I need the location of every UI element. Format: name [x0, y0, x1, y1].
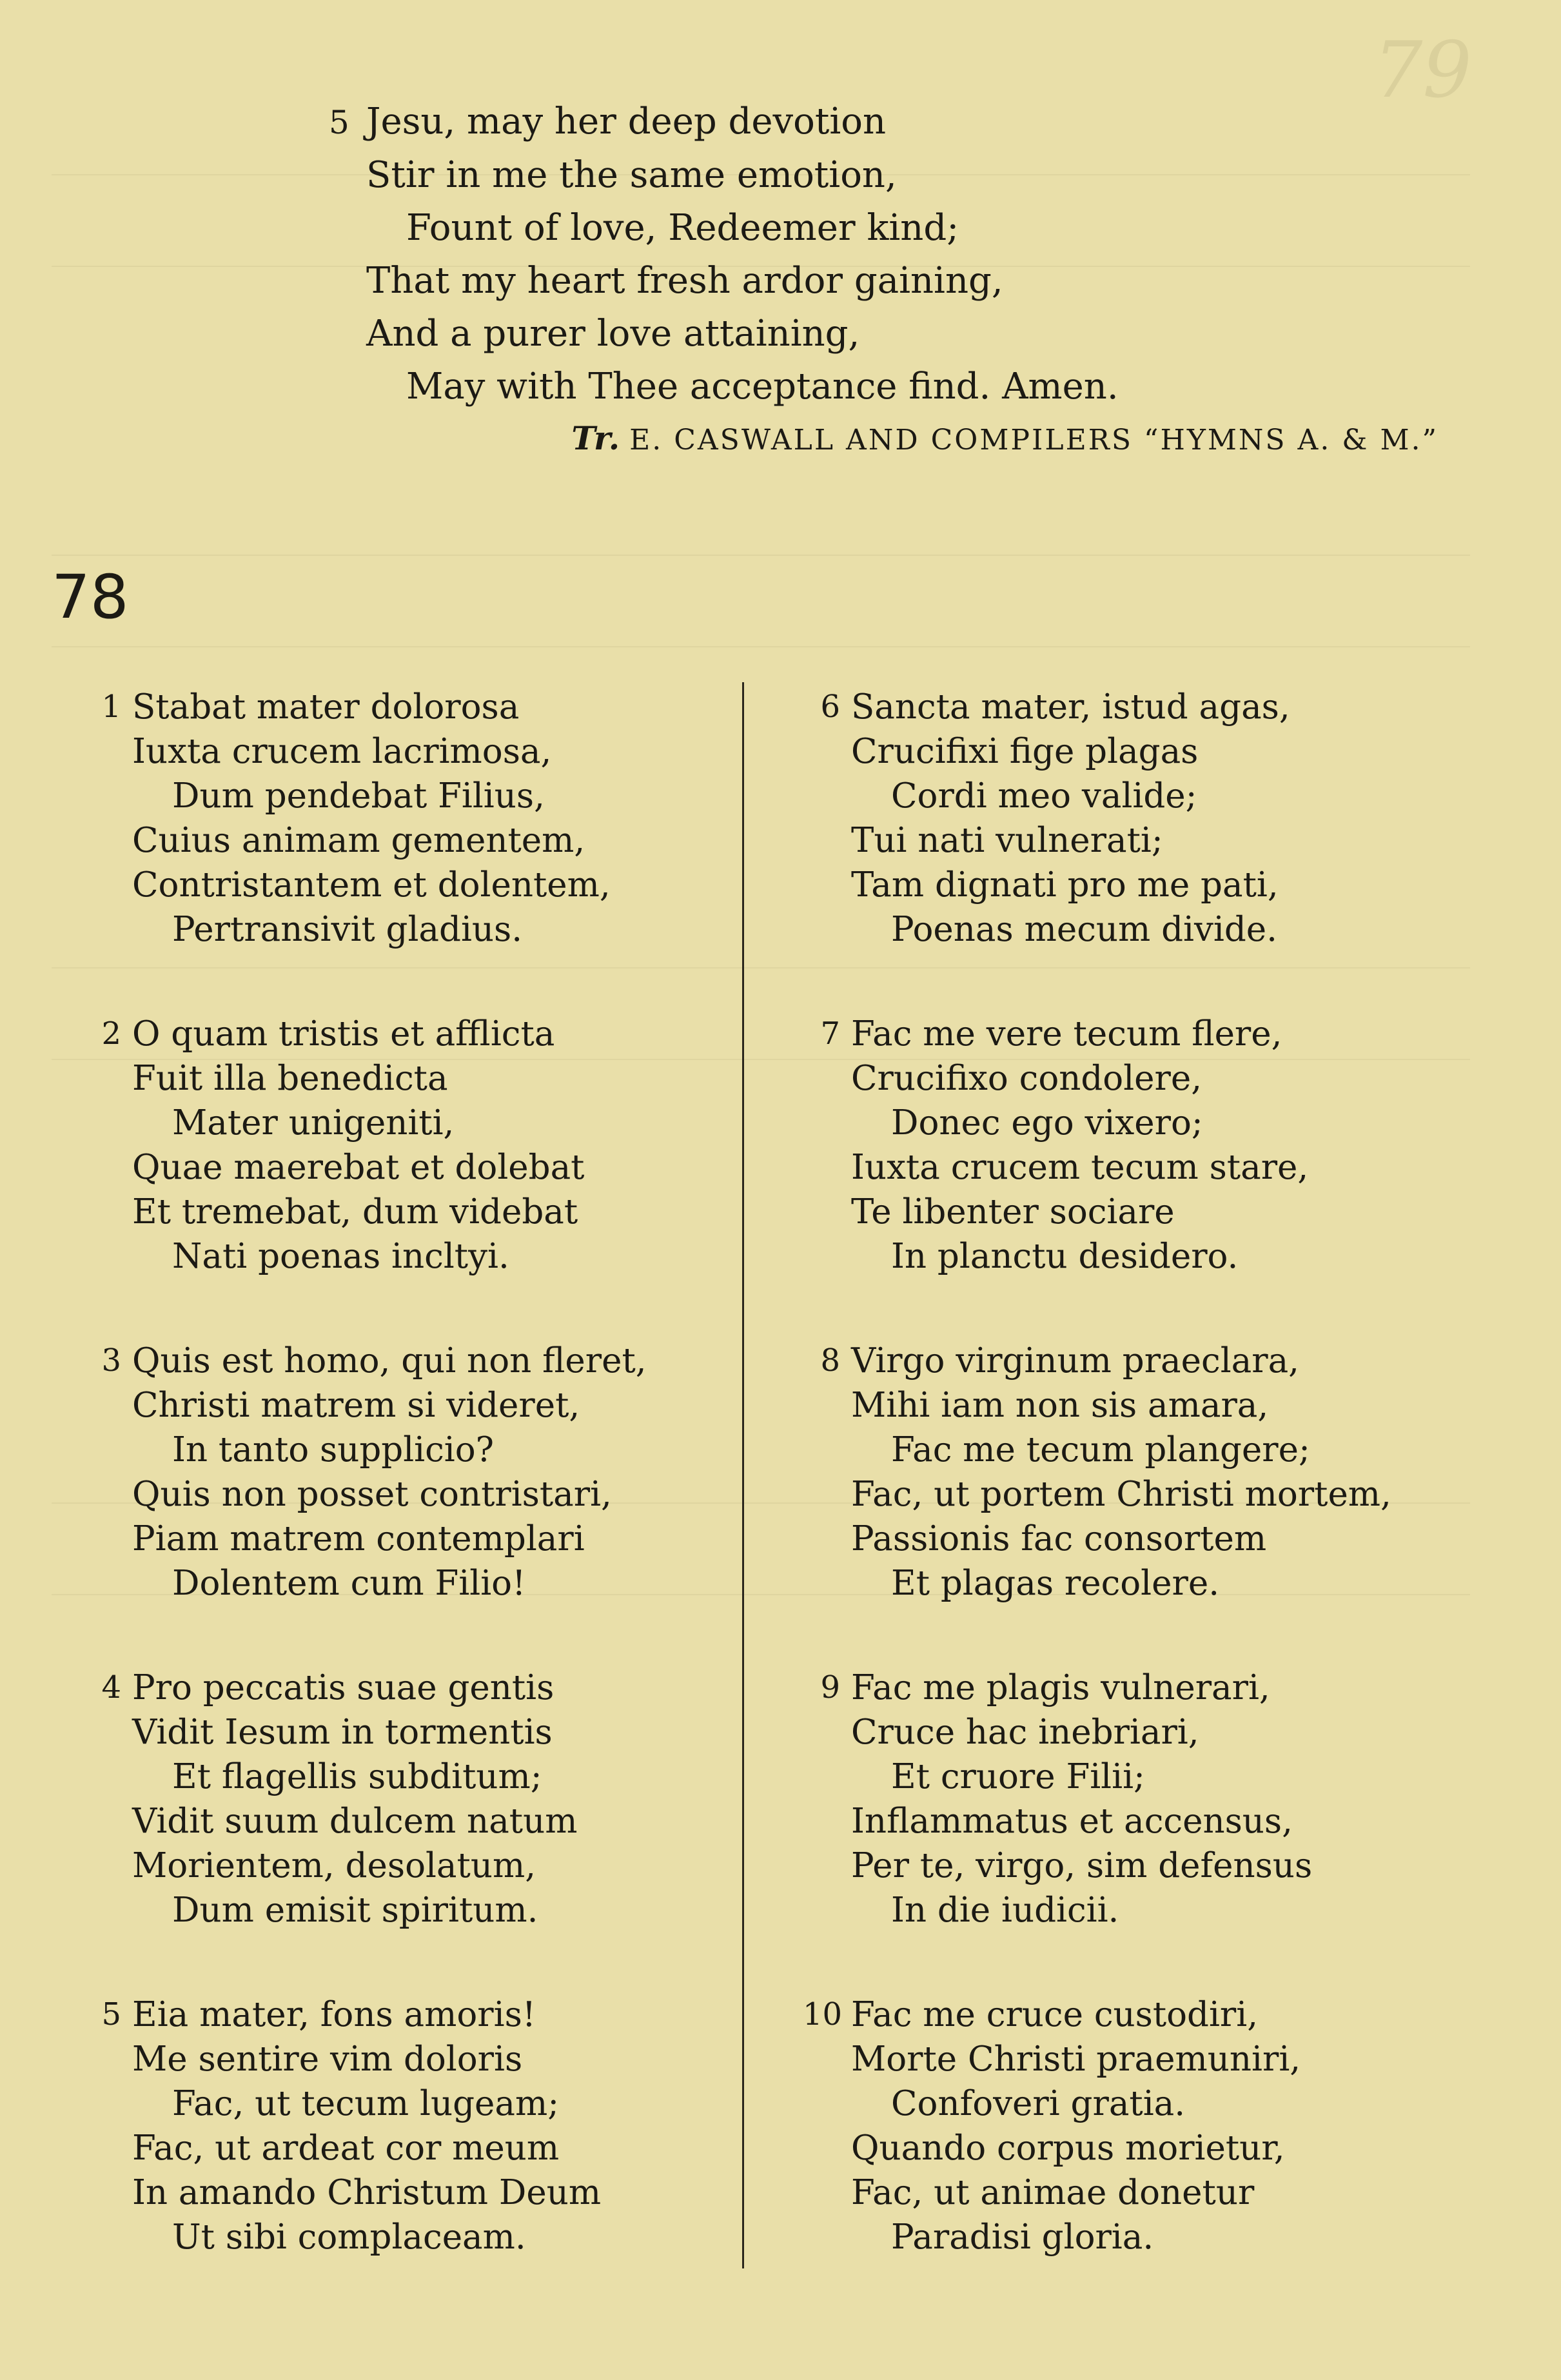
verse-line: Cordi meo valide; [891, 776, 1197, 816]
verse-line: Fac me tecum plangere; [891, 1430, 1310, 1470]
verse-line: Per te, virgo, sim defensus [851, 1846, 1313, 1885]
verse-line: Ut sibi complaceam. [172, 2218, 526, 2257]
stanza-line: Fount of love, Redeemer kind; [406, 207, 959, 249]
verse-line: Fac, ut tecum lugeam; [172, 2084, 560, 2123]
verse-line: In tanto supplicio? [172, 1430, 495, 1470]
verse-line: Mater unigeniti, [172, 1103, 455, 1143]
verse-line: Iuxta crucem lacrimosa, [132, 732, 552, 771]
right-column [803, 685, 1391, 2319]
verse-number: 6 [820, 689, 840, 725]
verse-line: Pro peccatis suae gentis [132, 1668, 555, 1707]
verse-line: Dolentem cum Filio! [172, 1564, 526, 1603]
verse-line: Virgo virginum praeclara, [851, 1341, 1300, 1381]
verse-line: O quam tristis et afflicta [132, 1014, 555, 1054]
bleed-through-page-number: 79 [1373, 26, 1472, 115]
verse-line: Pertransivit gladius. [172, 910, 523, 949]
verse-line: Cruce hac inebriari, [851, 1713, 1199, 1752]
verse [820, 685, 1391, 1012]
verse-line: Quae maerebat et dolebat [132, 1148, 585, 1187]
verse-line: Passionis fac consortem [851, 1519, 1267, 1559]
stanza-number: 5 [329, 104, 349, 141]
verse-line: Inflammatus et accensus, [851, 1802, 1293, 1841]
verse-line: Et plagas recolere. [891, 1564, 1220, 1603]
verse-line: Contristantem et dolentem, [132, 865, 611, 905]
column-divider [742, 682, 744, 2268]
verse-line: Tam dignati pro me pati, [851, 865, 1279, 905]
hymn-number: 78 [52, 562, 129, 633]
verse-line: Quis non posset contristari, [132, 1475, 612, 1514]
verse-number: 8 [820, 1342, 840, 1379]
verse-line: In die iudicii. [891, 1891, 1119, 1930]
stanza-line: And a purer love attaining, [366, 313, 860, 355]
verse-line: Fac me plagis vulnerari, [851, 1668, 1270, 1707]
verse-line: Paradisi gloria. [891, 2218, 1154, 2257]
translator-prefix: Tr. [571, 419, 621, 457]
verse-line: Poenas mecum divide. [891, 910, 1278, 949]
verse-number: 5 [101, 1996, 121, 2032]
verse-line: Quando corpus morietur, [851, 2129, 1285, 2168]
verse-line: Cuius animam gementem, [132, 821, 585, 860]
verse-line: Fac me cruce custodiri, [851, 1995, 1259, 2034]
verse-line: Morte Christi praemuniri, [851, 2040, 1301, 2079]
verse-line: Eia mater, fons amoris! [132, 1995, 536, 2034]
verse-line: Iuxta crucem tecum stare, [851, 1148, 1309, 1187]
left-column [101, 685, 647, 2319]
verse [820, 1339, 1391, 1666]
verse [101, 1012, 647, 1339]
verse [820, 1666, 1391, 1992]
stanza-line: That my heart fresh ardor gaining, [366, 260, 1003, 302]
verse-line: Vidit Iesum in tormentis [132, 1713, 553, 1752]
verse-line: Fac, ut ardeat cor meum [132, 2129, 560, 2168]
verse-line: Et cruore Filii; [891, 1757, 1145, 1796]
verse [101, 685, 647, 1012]
translator-attribution [571, 419, 1438, 457]
verse-line: Quis est homo, qui non fleret, [132, 1341, 647, 1381]
verse-line: Piam matrem contemplari [132, 1519, 585, 1559]
verse [101, 1666, 647, 1992]
verse [803, 1992, 1391, 2319]
verse-line: Morientem, desolatum, [132, 1846, 536, 1885]
verse-line: Crucifixi fige plagas [851, 732, 1199, 771]
verse-line: Et tremebat, dum videbat [132, 1192, 578, 1232]
verse-number: 4 [101, 1669, 121, 1706]
verse-line: Fuit illa benedicta [132, 1059, 448, 1098]
verse-line: Vidit suum dulcem natum [132, 1802, 578, 1841]
verse [101, 1992, 647, 2319]
verse [820, 1012, 1391, 1339]
translator-credit: E. CASWALL AND COMPILERS “HYMNS A. & M.” [629, 424, 1438, 457]
verse [101, 1339, 647, 1666]
previous-hymn-stanza [329, 95, 1119, 413]
verse-line: Christi matrem si videret, [132, 1386, 580, 1425]
verse-number: 3 [101, 1342, 121, 1379]
verse-number: 10 [803, 1996, 843, 2032]
verse-line: Et flagellis subditum; [172, 1757, 542, 1796]
verse-line: Nati poenas incltyi. [172, 1237, 509, 1276]
verse-line: In amando Christum Deum [132, 2173, 602, 2212]
verse-number: 9 [820, 1669, 840, 1706]
verse-line: Te libenter sociare [851, 1192, 1175, 1232]
stanza-line: May with Thee acceptance find. Amen. [406, 366, 1119, 408]
verse-line: Fac, ut animae donetur [851, 2173, 1255, 2212]
verse-number: 2 [101, 1016, 121, 1052]
verse-line: Donec ego vixero; [891, 1103, 1203, 1143]
verse-line: Crucifixo condolere, [851, 1059, 1203, 1098]
verse-line: Tui nati vulnerati; [851, 821, 1163, 860]
verse-line: Dum emisit spiritum. [172, 1891, 538, 1930]
verse-line: Stabat mater dolorosa [132, 687, 520, 727]
verse-number: 7 [820, 1016, 840, 1052]
verse-line: Mihi iam non sis amara, [851, 1386, 1269, 1425]
verse-line: Dum pendebat Filius, [172, 776, 545, 816]
verse-number: 1 [101, 689, 121, 725]
bleed-through-staff [52, 555, 1470, 647]
verse-line: In planctu desidero. [891, 1237, 1239, 1276]
stanza-line: Stir in me the same emotion, [366, 154, 897, 196]
verse-line: Fac me vere tecum flere, [851, 1014, 1282, 1054]
verse-line: Sancta mater, istud agas, [851, 687, 1290, 727]
stanza-line: 5 Jesu, may her deep devotion [329, 95, 1119, 149]
verse-line: Me sentire vim doloris [132, 2040, 523, 2079]
verse-line: Fac, ut portem Christi mortem, [851, 1475, 1391, 1514]
verse-line: Confoveri gratia. [891, 2084, 1186, 2123]
